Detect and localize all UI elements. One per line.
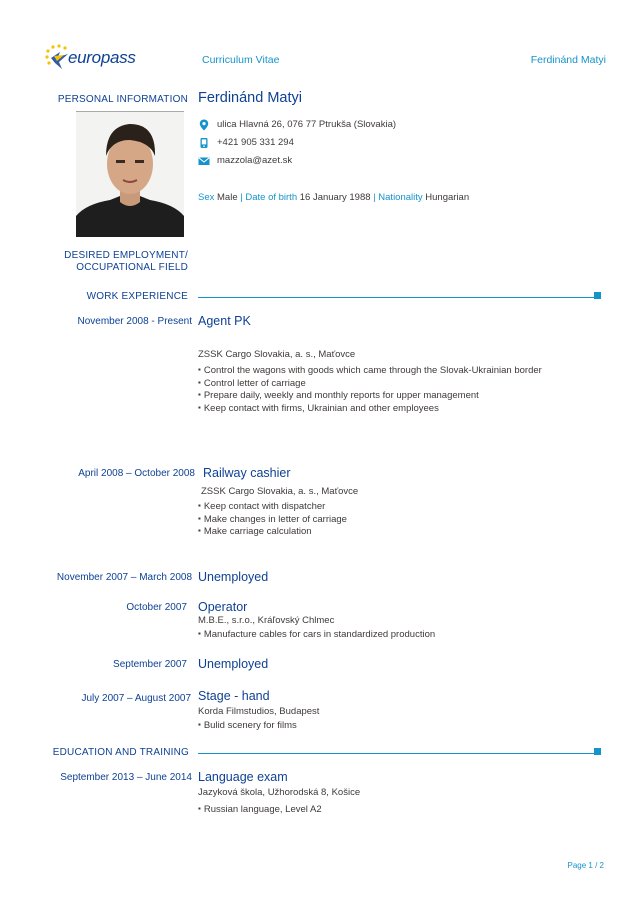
work-title: Railway cashier xyxy=(203,466,291,480)
desired-employment-label xyxy=(64,250,188,274)
work-experience-label: WORK EXPERIENCE xyxy=(86,291,188,302)
work-bullets xyxy=(198,720,297,733)
list-item: ▪ Control letter of carriage xyxy=(198,378,542,391)
work-date: April 2008 – October 2008 xyxy=(78,468,195,479)
work-employer: Korda Filmstudios, Budapest xyxy=(198,706,320,717)
list-item: ▪ Russian language, Level A2 xyxy=(198,804,322,817)
work-date: October 2007 xyxy=(126,602,187,613)
profile-photo xyxy=(76,111,184,237)
work-bullets xyxy=(198,501,347,539)
education-school: Jazyková škola, Užhorodská 8, Košice xyxy=(198,787,361,798)
dob-label: Date of birth xyxy=(245,192,298,203)
email-link[interactable]: mazzola@azet.sk xyxy=(217,155,293,166)
full-name: Ferdinánd Matyi xyxy=(198,90,302,106)
work-employer: ZSSK Cargo Slovakia, a. s., Maťovce xyxy=(198,349,356,360)
separator: | xyxy=(240,192,243,203)
work-date: November 2007 – March 2008 xyxy=(56,572,192,583)
sex-value: Male xyxy=(217,192,238,203)
list-item: ▪ Control the wagons with goods which came through the Slovak-Ukrainian border xyxy=(198,365,542,378)
work-title: Unemployed xyxy=(198,657,269,671)
work-title: Agent PK xyxy=(198,314,251,328)
education-label: EDUCATION AND TRAINING xyxy=(52,747,189,758)
list-item: ▪ Manufacture cables for cars in standardized production xyxy=(198,629,435,642)
list-item: ▪ Prepare daily, weekly and monthly reports for upper management xyxy=(198,390,542,403)
page-number: Page 1 / 2 xyxy=(567,861,604,870)
education-title: Language exam xyxy=(198,770,288,784)
nationality-label: Nationality xyxy=(378,192,423,203)
nationality-value: Hungarian xyxy=(425,192,470,203)
list-item: ▪ Make carriage calculation xyxy=(198,526,347,539)
work-title: Operator xyxy=(198,600,248,614)
personal-info-label: PERSONAL INFORMATION xyxy=(57,94,188,105)
location-pin-icon xyxy=(198,119,210,131)
list-item: ▪ Keep contact with dispatcher xyxy=(198,501,347,514)
work-employer: ZSSK Cargo Slovakia, a. s., Maťovce xyxy=(201,486,359,497)
personal-details-line xyxy=(198,192,469,203)
section-rule-marker xyxy=(594,748,601,755)
sex-label: Sex xyxy=(198,192,215,203)
work-date: November 2008 - Present xyxy=(77,316,192,327)
section-rule xyxy=(198,753,596,754)
list-item: ▪ Keep contact with firms, Ukrainian and other employees xyxy=(198,403,542,416)
education-bullets xyxy=(198,804,322,817)
work-date: July 2007 – August 2007 xyxy=(81,693,191,704)
work-title: Stage - hand xyxy=(198,689,270,703)
doc-type: Curriculum Vitae xyxy=(202,54,280,66)
address: ulica Hlavná 26, 076 77 Ptrukša (Slovakia) xyxy=(217,119,397,130)
list-item: ▪ Make changes in letter of carriage xyxy=(198,514,347,527)
work-bullets xyxy=(198,365,542,415)
phone: +421 905 331 294 xyxy=(217,137,294,148)
logo-wordmark: europass xyxy=(68,48,136,67)
email-icon xyxy=(198,155,210,167)
list-item: ▪ Bulid scenery for films xyxy=(198,720,297,733)
work-title: Unemployed xyxy=(198,570,269,584)
dob-value: 16 January 1988 xyxy=(299,192,371,203)
work-employer: M.B.E., s.r.o., Kráľovský Chlmec xyxy=(198,615,335,626)
work-date: September 2007 xyxy=(113,659,187,670)
email[interactable] xyxy=(217,155,292,166)
desired-label-line2: OCCUPATIONAL FIELD xyxy=(76,262,188,273)
separator: | xyxy=(373,192,376,203)
header-name: Ferdinánd Matyi xyxy=(530,54,606,66)
section-rule xyxy=(198,297,596,298)
europass-logo xyxy=(44,44,134,72)
work-bullets xyxy=(198,629,435,642)
section-rule-marker xyxy=(594,292,601,299)
education-date: September 2013 – June 2014 xyxy=(60,772,192,783)
desired-label-line1: DESIRED EMPLOYMENT/ xyxy=(64,250,188,261)
phone-icon xyxy=(198,137,210,149)
